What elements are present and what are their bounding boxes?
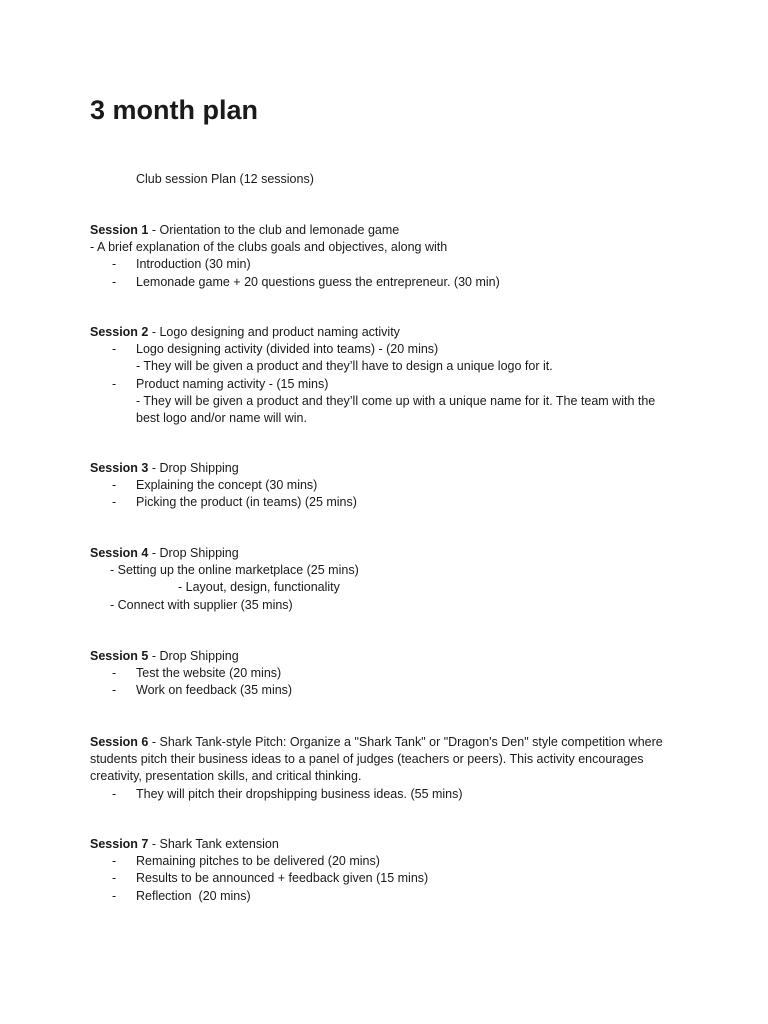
session-1 xyxy=(90,222,680,291)
session-heading xyxy=(90,648,680,665)
page-title: 3 month plan xyxy=(90,95,258,125)
session-4 xyxy=(90,545,680,614)
session-subline: - Layout, design, functionality xyxy=(178,580,340,595)
session-bullet: - Results to be announced + feedback given (15 mins) xyxy=(90,870,680,887)
session-title: - Drop Shipping xyxy=(148,649,239,663)
session-bullet: - Picking the product (in teams) (25 mins) xyxy=(90,494,680,511)
session-bullet: - Logo designing activity (divided into teams) - (20 mins) xyxy=(90,341,680,358)
session-bullet: - Lemonade game + 20 questions guess the entrepreneur. (30 min) xyxy=(90,274,680,291)
session-heading xyxy=(90,222,680,239)
session-label: Session 6 xyxy=(90,735,149,749)
session-label: Session 7 xyxy=(90,837,149,851)
session-heading xyxy=(90,734,670,786)
plan-subtitle: Club session Plan (12 sessions) xyxy=(136,172,314,186)
session-label: Session 3 xyxy=(90,461,149,475)
session-bullet: - They will pitch their dropshipping business ideas. (55 mins) xyxy=(90,786,680,803)
session-label: Session 1 xyxy=(90,223,149,237)
session-title: - Drop Shipping xyxy=(148,546,239,560)
session-title: - Shark Tank-style Pitch: Organize a "Shark Tank" or "Dragon's Den" style competition where students pitch their business ideas to a panel of judges (teachers or peers). This activity encourages creativity, presentation skills, and critical thinking. xyxy=(90,735,663,784)
session-title: - Drop Shipping xyxy=(148,461,239,475)
session-title: - Shark Tank extension xyxy=(148,837,279,851)
session-bullet: - Reflection (20 mins) xyxy=(90,888,680,905)
session-label: Session 2 xyxy=(90,325,149,339)
session-bullet: - Product naming activity - (15 mins) xyxy=(90,376,680,393)
session-line: - Connect with supplier (35 mins) xyxy=(110,597,293,612)
session-title: - Logo designing and product naming activity xyxy=(148,325,400,339)
session-bullet: - Introduction (30 min) xyxy=(90,256,680,273)
session-line: - A brief explanation of the clubs goals and objectives, along with xyxy=(90,240,448,255)
session-title: - Orientation to the club and lemonade game xyxy=(148,223,400,237)
session-heading xyxy=(90,324,680,341)
session-7 xyxy=(90,836,680,905)
session-label: Session 4 xyxy=(90,546,149,560)
session-heading xyxy=(90,460,680,477)
session-bullet: - Work on feedback (35 mins) xyxy=(90,682,680,699)
session-line: - Setting up the online marketplace (25 mins) xyxy=(110,563,359,578)
session-label: Session 5 xyxy=(90,649,149,663)
session-heading xyxy=(90,545,680,562)
session-6 xyxy=(90,734,680,803)
session-3 xyxy=(90,460,680,512)
session-subline: - They will be given a product and they’ll come up with a unique name for it. The team with the best logo and/or name will win. xyxy=(136,393,659,426)
session-bullet: - Remaining pitches to be delivered (20 mins) xyxy=(90,853,680,870)
session-bullet: - Explaining the concept (30 mins) xyxy=(90,477,680,494)
session-heading xyxy=(90,836,680,853)
session-5 xyxy=(90,648,680,700)
session-subline: - They will be given a product and they’ll have to design a unique logo for it. xyxy=(136,359,553,374)
session-2 xyxy=(90,324,680,427)
session-bullet: - Test the website (20 mins) xyxy=(90,665,680,682)
